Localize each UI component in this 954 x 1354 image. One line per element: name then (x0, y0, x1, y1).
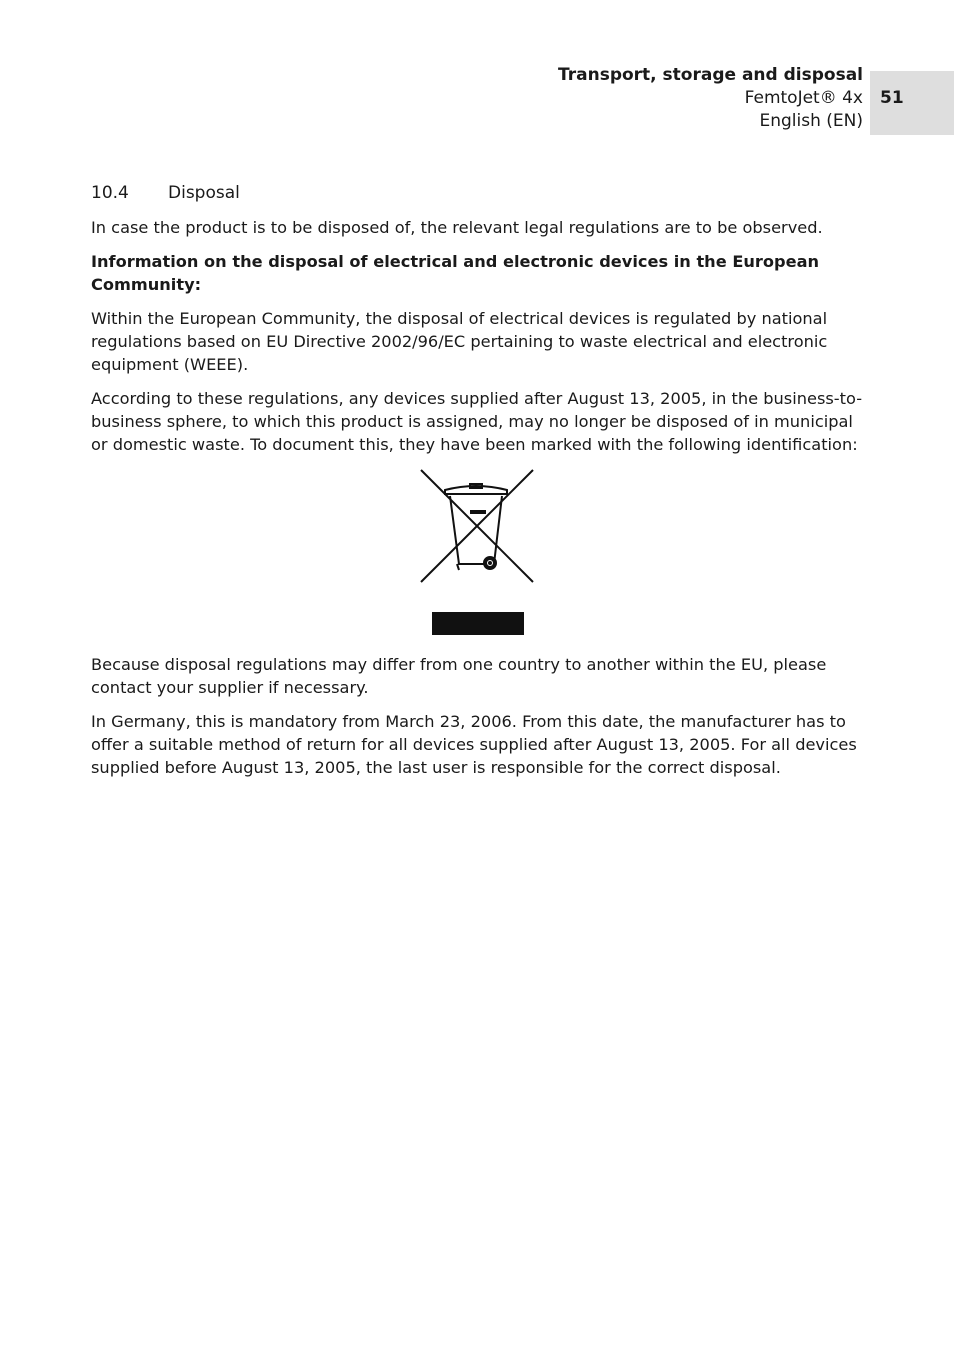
page-number-tab (870, 71, 954, 135)
country-differences-paragraph: Because disposal regulations may differ from one country to another within the EU, please contact your supplier if necessary. (91, 655, 827, 697)
section-heading (91, 180, 866, 206)
weee-crossed-out-wheelie-bin-icon (416, 467, 540, 591)
chapter-title: Transport, storage and disposal (558, 65, 863, 85)
page-number: 51 (880, 88, 904, 108)
section-title: Disposal (168, 183, 240, 203)
weee-underbar (432, 612, 524, 635)
intro-paragraph: In case the product is to be disposed of, the relevant legal regulations are to be observed. (91, 218, 823, 237)
main-content (91, 180, 866, 790)
regulations-paragraph: According to these regulations, any devices supplied after August 13, 2005, in the business-to-business sphere, to which this product is assigned, may no longer be disposed of in municipal or domestic waste. To document this, they have been marked with the following identification: (91, 389, 863, 454)
weee-symbol-figure (91, 467, 866, 647)
eu-directive-paragraph: Within the European Community, the disposal of electrical devices is regulated by national regulations based on EU Directive 2002/96/EC pertaining to waste electrical and electronic equipment (WEEE). (91, 309, 828, 374)
eu-info-heading: Information on the disposal of electrical and electronic devices in the European Community: (91, 252, 820, 294)
section-number: 10.4 (91, 183, 129, 203)
product-name: FemtoJet® 4x (744, 88, 863, 108)
running-header (558, 64, 863, 133)
germany-paragraph: In Germany, this is mandatory from March 23, 2006. From this date, the manufacturer has to offer a suitable method of return for all devices supplied after August 13, 2005. For all devices supplied before August 13, 2005, the last user is responsible for the correct disposal. (91, 712, 857, 777)
language-label: English (EN) (759, 111, 863, 131)
